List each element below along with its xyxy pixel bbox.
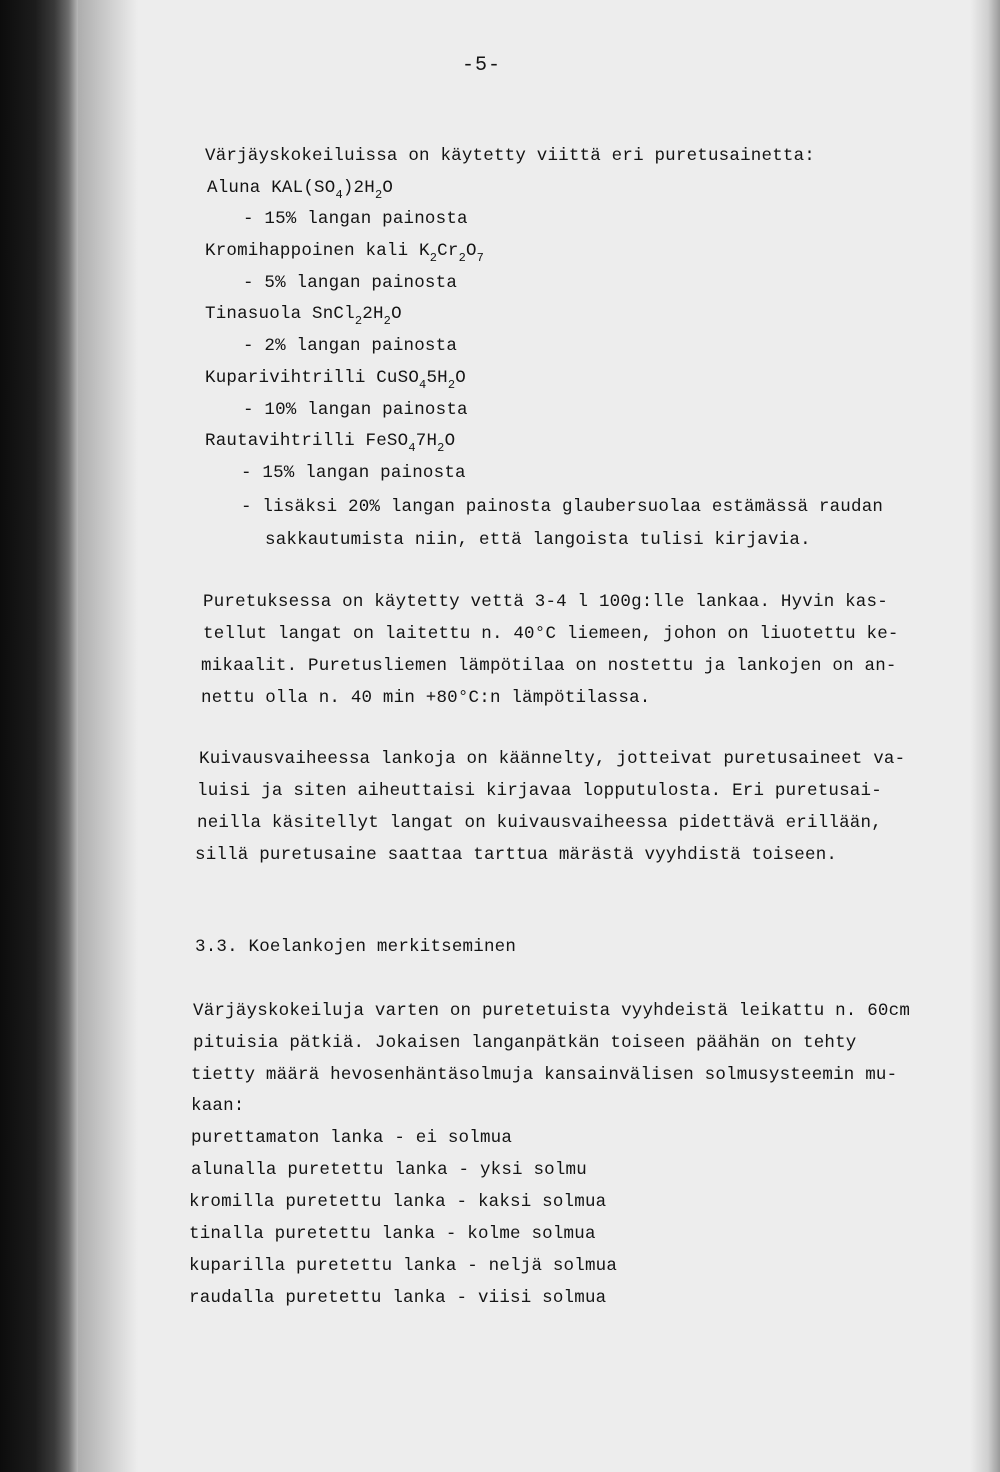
gutter-fade <box>78 0 138 1472</box>
mordant-name-line <box>207 178 394 202</box>
mordant-name-line <box>205 304 402 328</box>
section-heading: 3.3. Koelankojen merkitseminen <box>195 937 517 957</box>
list-item: raudalla puretettu lanka - viisi solmua <box>189 1288 607 1308</box>
mordant-amount: - 10% langan painosta <box>243 400 468 420</box>
list-item: alunalla puretettu lanka - yksi solmu <box>191 1160 587 1180</box>
mordant-name: Tinasuola <box>205 304 302 324</box>
paragraph-line: kaan: <box>191 1096 245 1116</box>
mordant-amount: - 2% langan painosta <box>243 336 458 356</box>
mordant-amount: - 15% langan painosta <box>241 463 466 483</box>
mordant-amount: - 5% langan painosta <box>243 273 458 293</box>
mordant-formula: $SnCl_22H_2O$ <box>312 304 402 328</box>
mordant-name-line <box>205 241 485 265</box>
mordant-name: Kuparivihtrilli <box>205 368 366 388</box>
mordant-name: Rautavihtrilli <box>205 431 355 451</box>
paragraph-line: pituisia pätkiä. Jokaisen langanpätkän toiseen päähän on tehty <box>193 1033 857 1053</box>
paragraph-line: Kuivausvaiheessa lankoja on käännelty, jotteivat puretusaineet va- <box>199 749 906 769</box>
paragraph-line: neilla käsitellyt langat on kuivausvaiheessa pidettävä erillään, <box>197 813 882 833</box>
mordant-name-line <box>205 431 456 455</box>
paragraph-line: sillä puretusaine saattaa tarttua märästä vyyhdistä toiseen. <box>195 845 838 865</box>
extra-line: sakkautumista niin, että langoista tulisi kirjavia. <box>265 530 811 550</box>
intro-line: Värjäyskokeiluissa on käytetty viittä eri puretusainetta: <box>205 146 815 166</box>
page-number: -5- <box>462 54 502 77</box>
page-edge <box>970 0 1000 1472</box>
mordant-formula: $FeSO_47H_2O$ <box>365 431 456 455</box>
mordant-name-line <box>205 368 466 392</box>
paragraph-line: nettu olla n. 40 min +80°C:n lämpötilassa. <box>201 688 651 708</box>
paragraph-line: luisi ja siten aiheuttaisi kirjavaa lopputulosta. Eri puretusai- <box>197 781 882 801</box>
mordant-formula: $K_2Cr_2O_7$ <box>419 241 485 265</box>
paragraph-line: Puretuksessa on käytetty vettä 3-4 l 100g:lle lankaa. Hyvin kas- <box>203 592 888 612</box>
list-item: kromilla puretettu lanka - kaksi solmua <box>189 1192 607 1212</box>
mordant-amount: - 15% langan painosta <box>243 209 468 229</box>
paragraph-line: Värjäyskokeiluja varten on puretetuista vyyhdeistä leikattu n. 60cm <box>193 1001 911 1021</box>
paragraph-line: mikaalit. Puretusliemen lämpötilaa on nostettu ja lankojen on an- <box>201 656 897 676</box>
mordant-formula: $KAL(SO_4)2H_2O$ <box>271 178 394 202</box>
mordant-name: Kromihappoinen kali <box>205 241 409 261</box>
list-item: kuparilla puretettu lanka - neljä solmua <box>189 1256 618 1276</box>
paragraph-line: tietty määrä hevosenhäntäsolmuja kansainvälisen solmusysteemin mu- <box>191 1065 898 1085</box>
book-gutter-shadow <box>0 0 78 1472</box>
mordant-formula: $CuSO_45H_2O$ <box>376 368 466 392</box>
list-item: tinalla puretettu lanka - kolme solmua <box>189 1224 596 1244</box>
extra-line: - lisäksi 20% langan painosta glaubersuolaa estämässä raudan <box>241 497 884 517</box>
list-item: purettamaton lanka - ei solmua <box>191 1128 513 1148</box>
mordant-name: Aluna <box>207 178 261 198</box>
paragraph-line: tellut langat on laitettu n. 40°C liemeen, johon on liuotettu ke- <box>203 624 899 644</box>
